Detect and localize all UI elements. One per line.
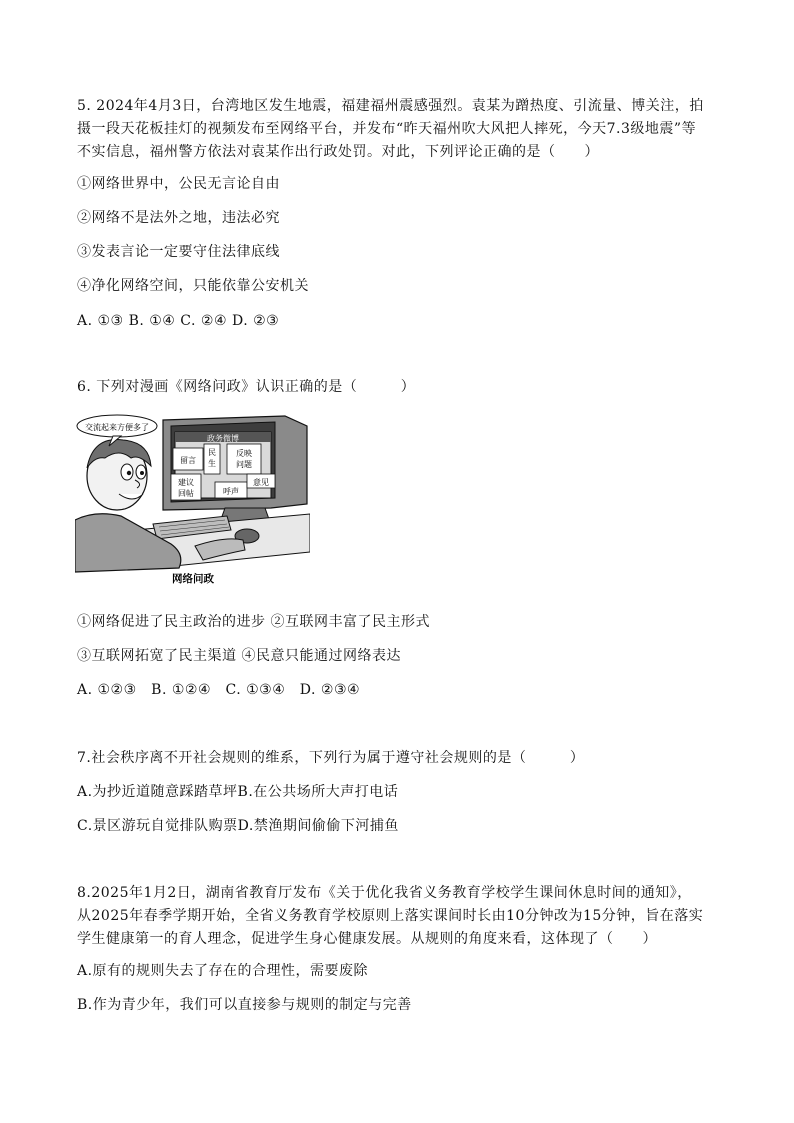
note-sheng: 生 [208, 459, 216, 468]
note-huitie: 回帖 [178, 489, 194, 498]
screen-title: 政务微博 [207, 434, 239, 443]
note-jianyi: 建议 [178, 478, 194, 487]
q7-stem: 7.社会秩序离不开社会规则的维系，下列行为属于遵守社会规则的是（ ） [77, 750, 585, 766]
note-liuyan: 留言 [180, 456, 196, 465]
q6-options-line-1: ①网络促进了民主政治的进步 ②互联网丰富了民主形式 [77, 614, 430, 630]
note-yijian: 意见 [253, 478, 269, 487]
q8-stem-line-2: 从2025年春季学期开始，全省义务教育学校原则上落实课间时长由10分钟改为15分钟，旨在落实 [77, 908, 704, 924]
q7-options-ab: A.为抄近道随意踩踏草坪B.在公共场所大声打电话 [77, 784, 399, 800]
q6-stem: 6. 下列对漫画《网络问政》认识正确的是（ ） [77, 379, 416, 395]
q5-stem-line-3: 不实信息，福州警方依法对袁某作出行政处罚。对此，下列评论正确的是（ ） [77, 144, 599, 160]
q6-answer-choices: A. ①②③ B. ①②④ C. ①③④ D. ②③④ [77, 682, 361, 698]
q8-option-a: A.原有的规则失去了存在的合理性，需要废除 [77, 963, 369, 979]
note-wenti: 问题 [236, 460, 252, 469]
q7-options-cd: C.景区游玩自觉排队购票D.禁渔期间偷偷下河捕鱼 [77, 818, 399, 834]
cartoon-caption: 网络问政 [172, 573, 214, 585]
q8-stem-line-1: 8.2025年1月2日，湖南省教育厅发布《关于优化我省义务教育学校学生课间休息时间的通知》， [77, 885, 692, 901]
q5-stem-line-1: 5. 2024年4月3日，台湾地区发生地震，福建福州震感强烈。袁某为蹭热度、引流量、博关注，拍 [77, 98, 704, 114]
q5-option-1: ①网络世界中，公民无言论自由 [77, 176, 280, 192]
speech-bubble-text: 交流起来方便多了 [85, 423, 149, 432]
note-husheng: 呼声 [223, 487, 239, 496]
q5-option-4: ④净化网络空间，只能依靠公安机关 [77, 278, 309, 294]
q6-options-line-2: ③互联网拓宽了民主渠道 ④民意只能通过网络表达 [77, 648, 401, 664]
q5-stem-line-2: 摄一段天花板挂灯的视频发布至网络平台，并发布“昨天福州吹大风把人摔死，今天7.3级地震”等 [77, 121, 697, 137]
q8-stem-line-3: 学生健康第一的育人理念，促进学生身心健康发展。从规则的角度来看，这体现了（ ） [77, 931, 657, 947]
cartoon-illustration [75, 412, 310, 586]
q5-answer-choices: A. ①③ B. ①④ C. ②④ D. ②③ [77, 313, 280, 329]
q5-option-2: ②网络不是法外之地，违法必究 [77, 210, 280, 226]
note-fanying: 反映 [236, 449, 252, 458]
note-min: 民 [208, 448, 216, 457]
q5-option-3: ③发表言论一定要守住法律底线 [77, 244, 280, 260]
q8-option-b: B.作为青少年，我们可以直接参与规则的制定与完善 [77, 997, 412, 1013]
